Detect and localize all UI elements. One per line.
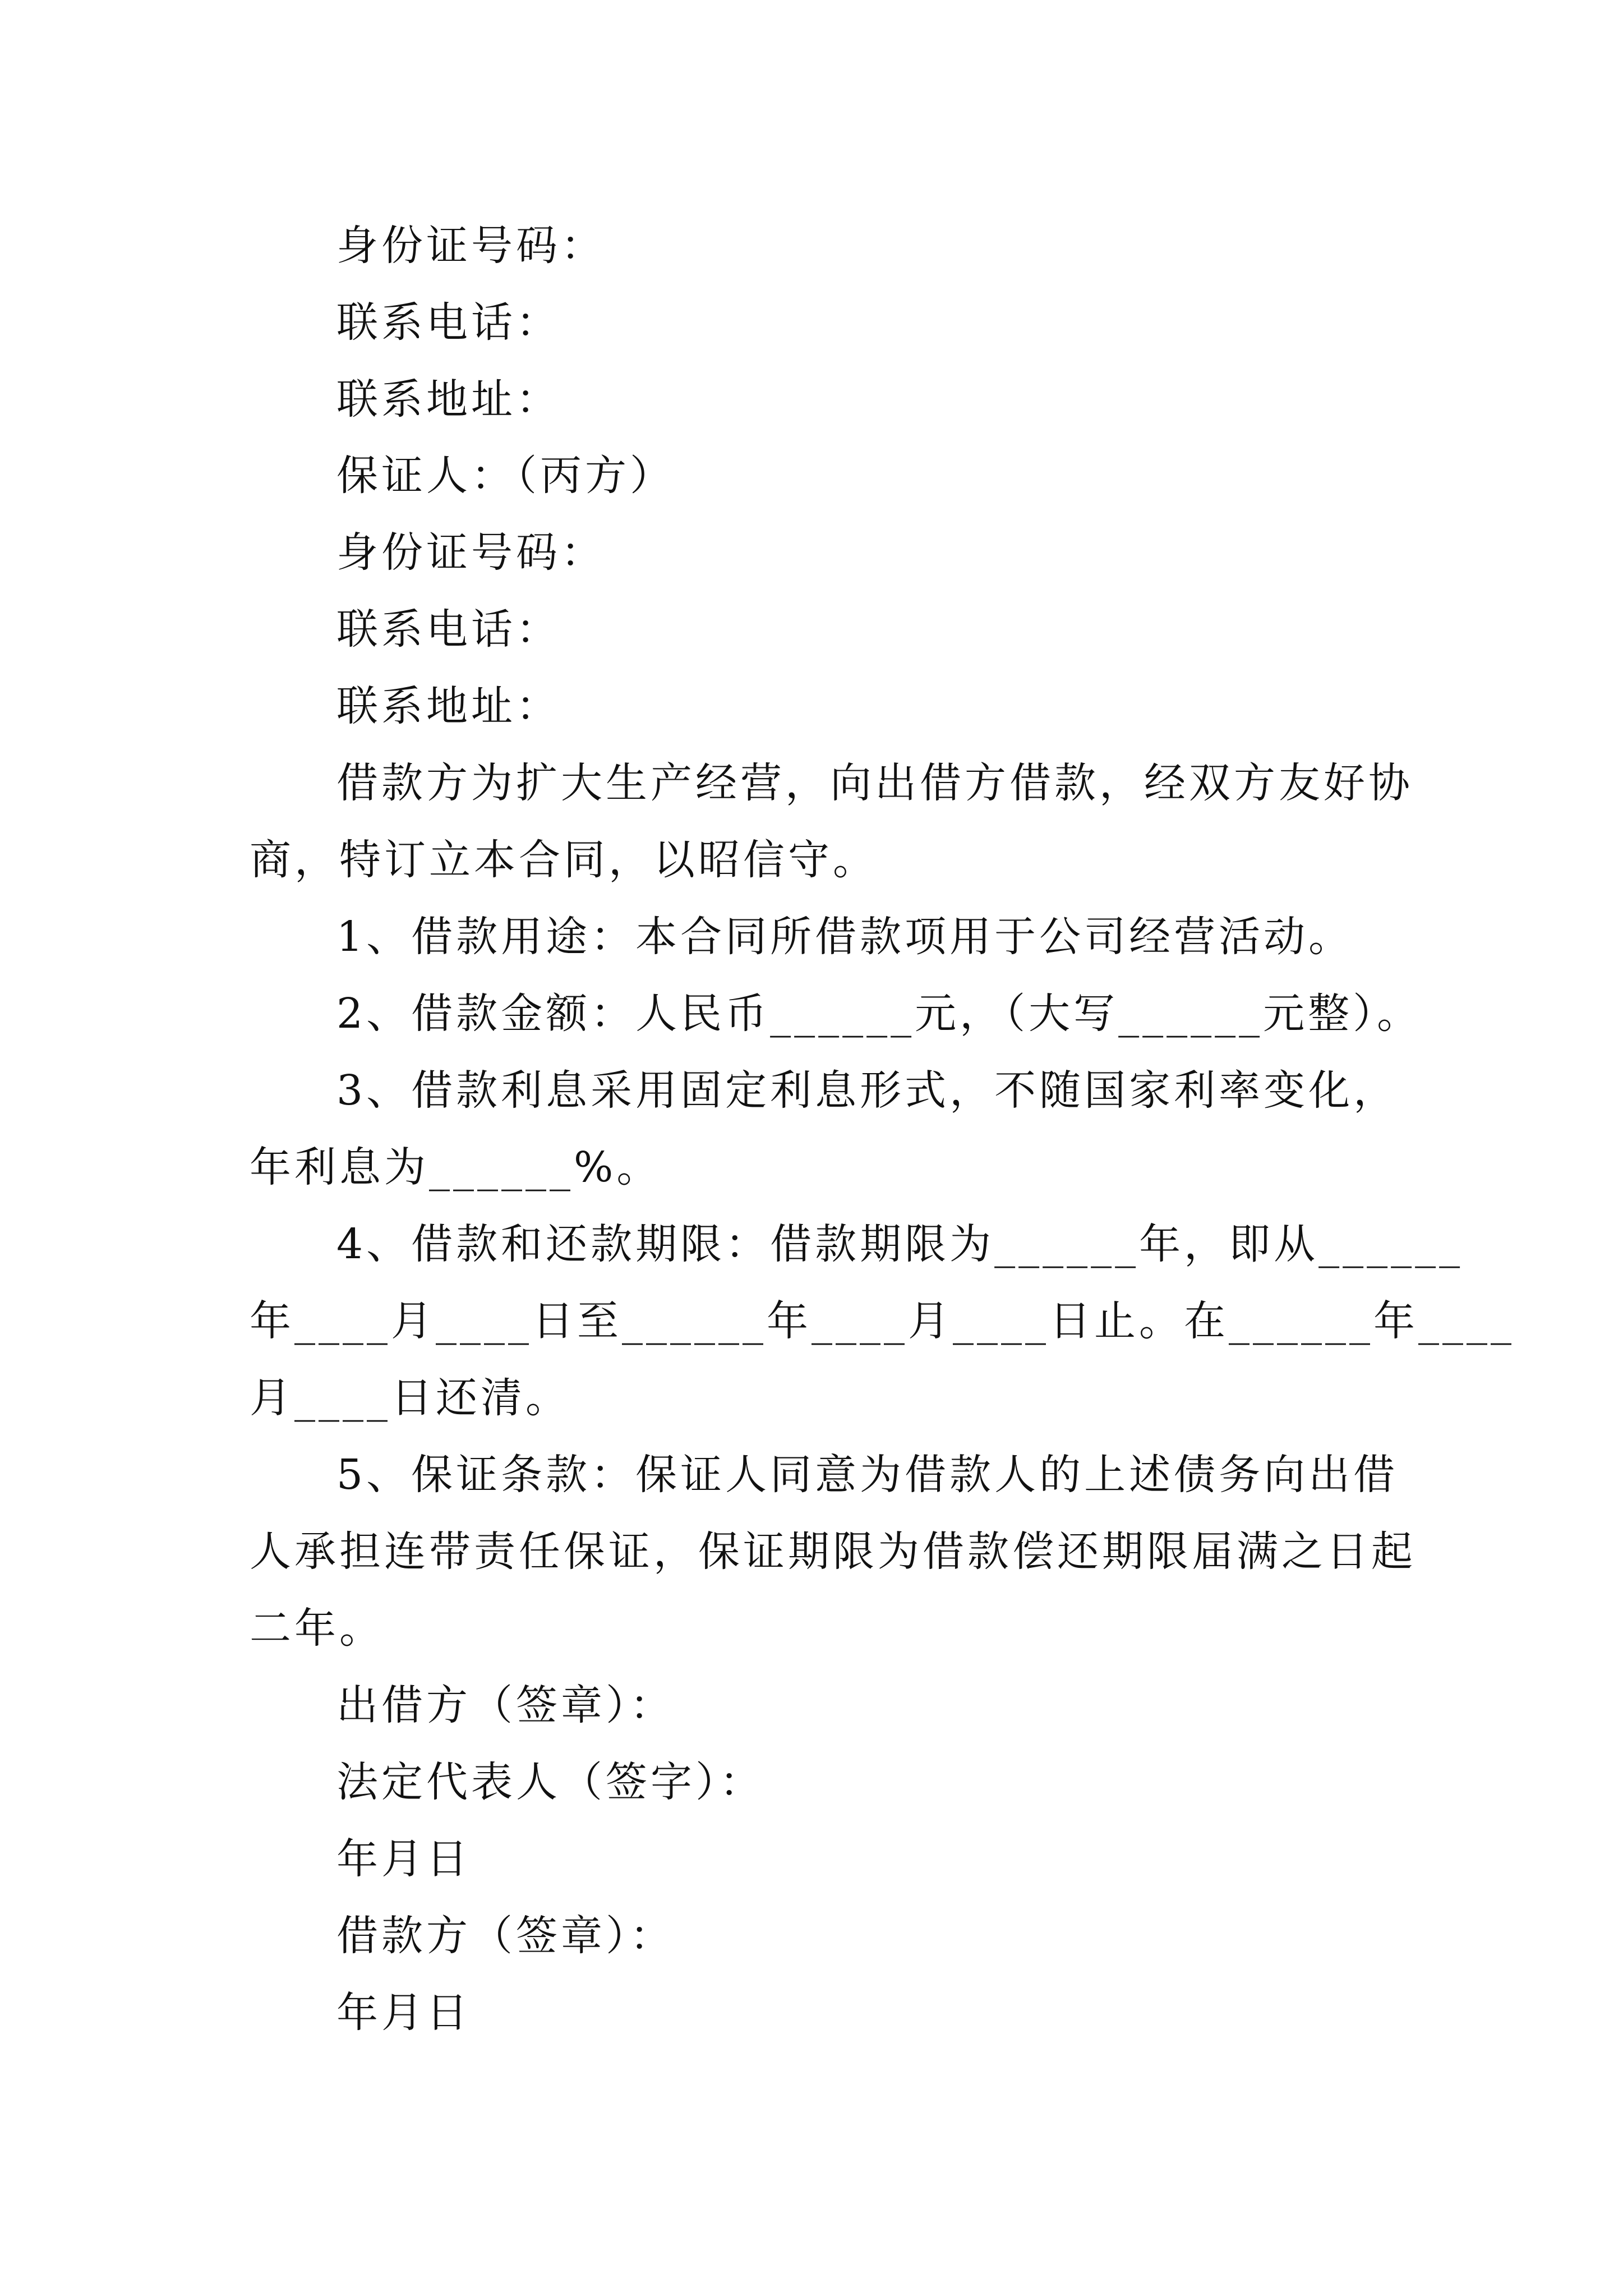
clause-2-amount: 2、借款金额：人民币______元，（大写______元整）。 [336,990,1422,1038]
clause-5-guarantee-line-1: 5、保证条款：保证人同意为借款人的上述债务向出借 [336,1451,1399,1499]
clause-4-term-line-2: 年____月____日至______年____月____日止。在______年____ [250,1297,1515,1345]
borrower-signature-label: 借款方（签章）： [336,1912,675,1960]
clause-5-guarantee-line-3: 二年。 [250,1604,384,1653]
guarantor-label: 保证人：（丙方） [336,452,675,500]
lender-signature-label: 出借方（签章）： [336,1681,675,1729]
preamble-line-1: 借款方为扩大生产经营，向出借方借款，经双方友好协 [336,759,1413,807]
clause-4-term-line-1: 4、借款和还款期限：借款期限为______年，即从______ [336,1220,1464,1268]
guarantor-address-label: 联系地址： [336,682,561,730]
clause-5-guarantee-line-2: 人承担连带责任保证，保证期限为借款偿还期限届满之日起 [250,1527,1416,1576]
guarantor-id-number-label: 身份证号码： [336,528,606,577]
clause-1-purpose: 1、借款用途：本合同所借款项用于公司经营活动。 [336,913,1354,961]
legal-representative-signature-label: 法定代表人（签字）： [336,1758,764,1806]
clause-4-term-line-3: 月____日还清。 [250,1374,570,1422]
borrower-id-number-label: 身份证号码： [336,222,606,270]
clause-3-interest-line-1: 3、借款利息采用固定利息形式，不随国家利率变化， [336,1066,1399,1115]
preamble-line-2: 商，特订立本合同，以昭信守。 [250,836,878,884]
borrower-date-label: 年月日 [336,1989,471,2037]
clause-3-interest-line-2: 年利息为______%。 [250,1143,662,1191]
borrower-address-label: 联系地址： [336,375,561,424]
borrower-phone-label: 联系电话： [336,298,561,347]
lender-date-label: 年月日 [336,1835,471,1883]
guarantor-phone-label: 联系电话： [336,605,561,654]
